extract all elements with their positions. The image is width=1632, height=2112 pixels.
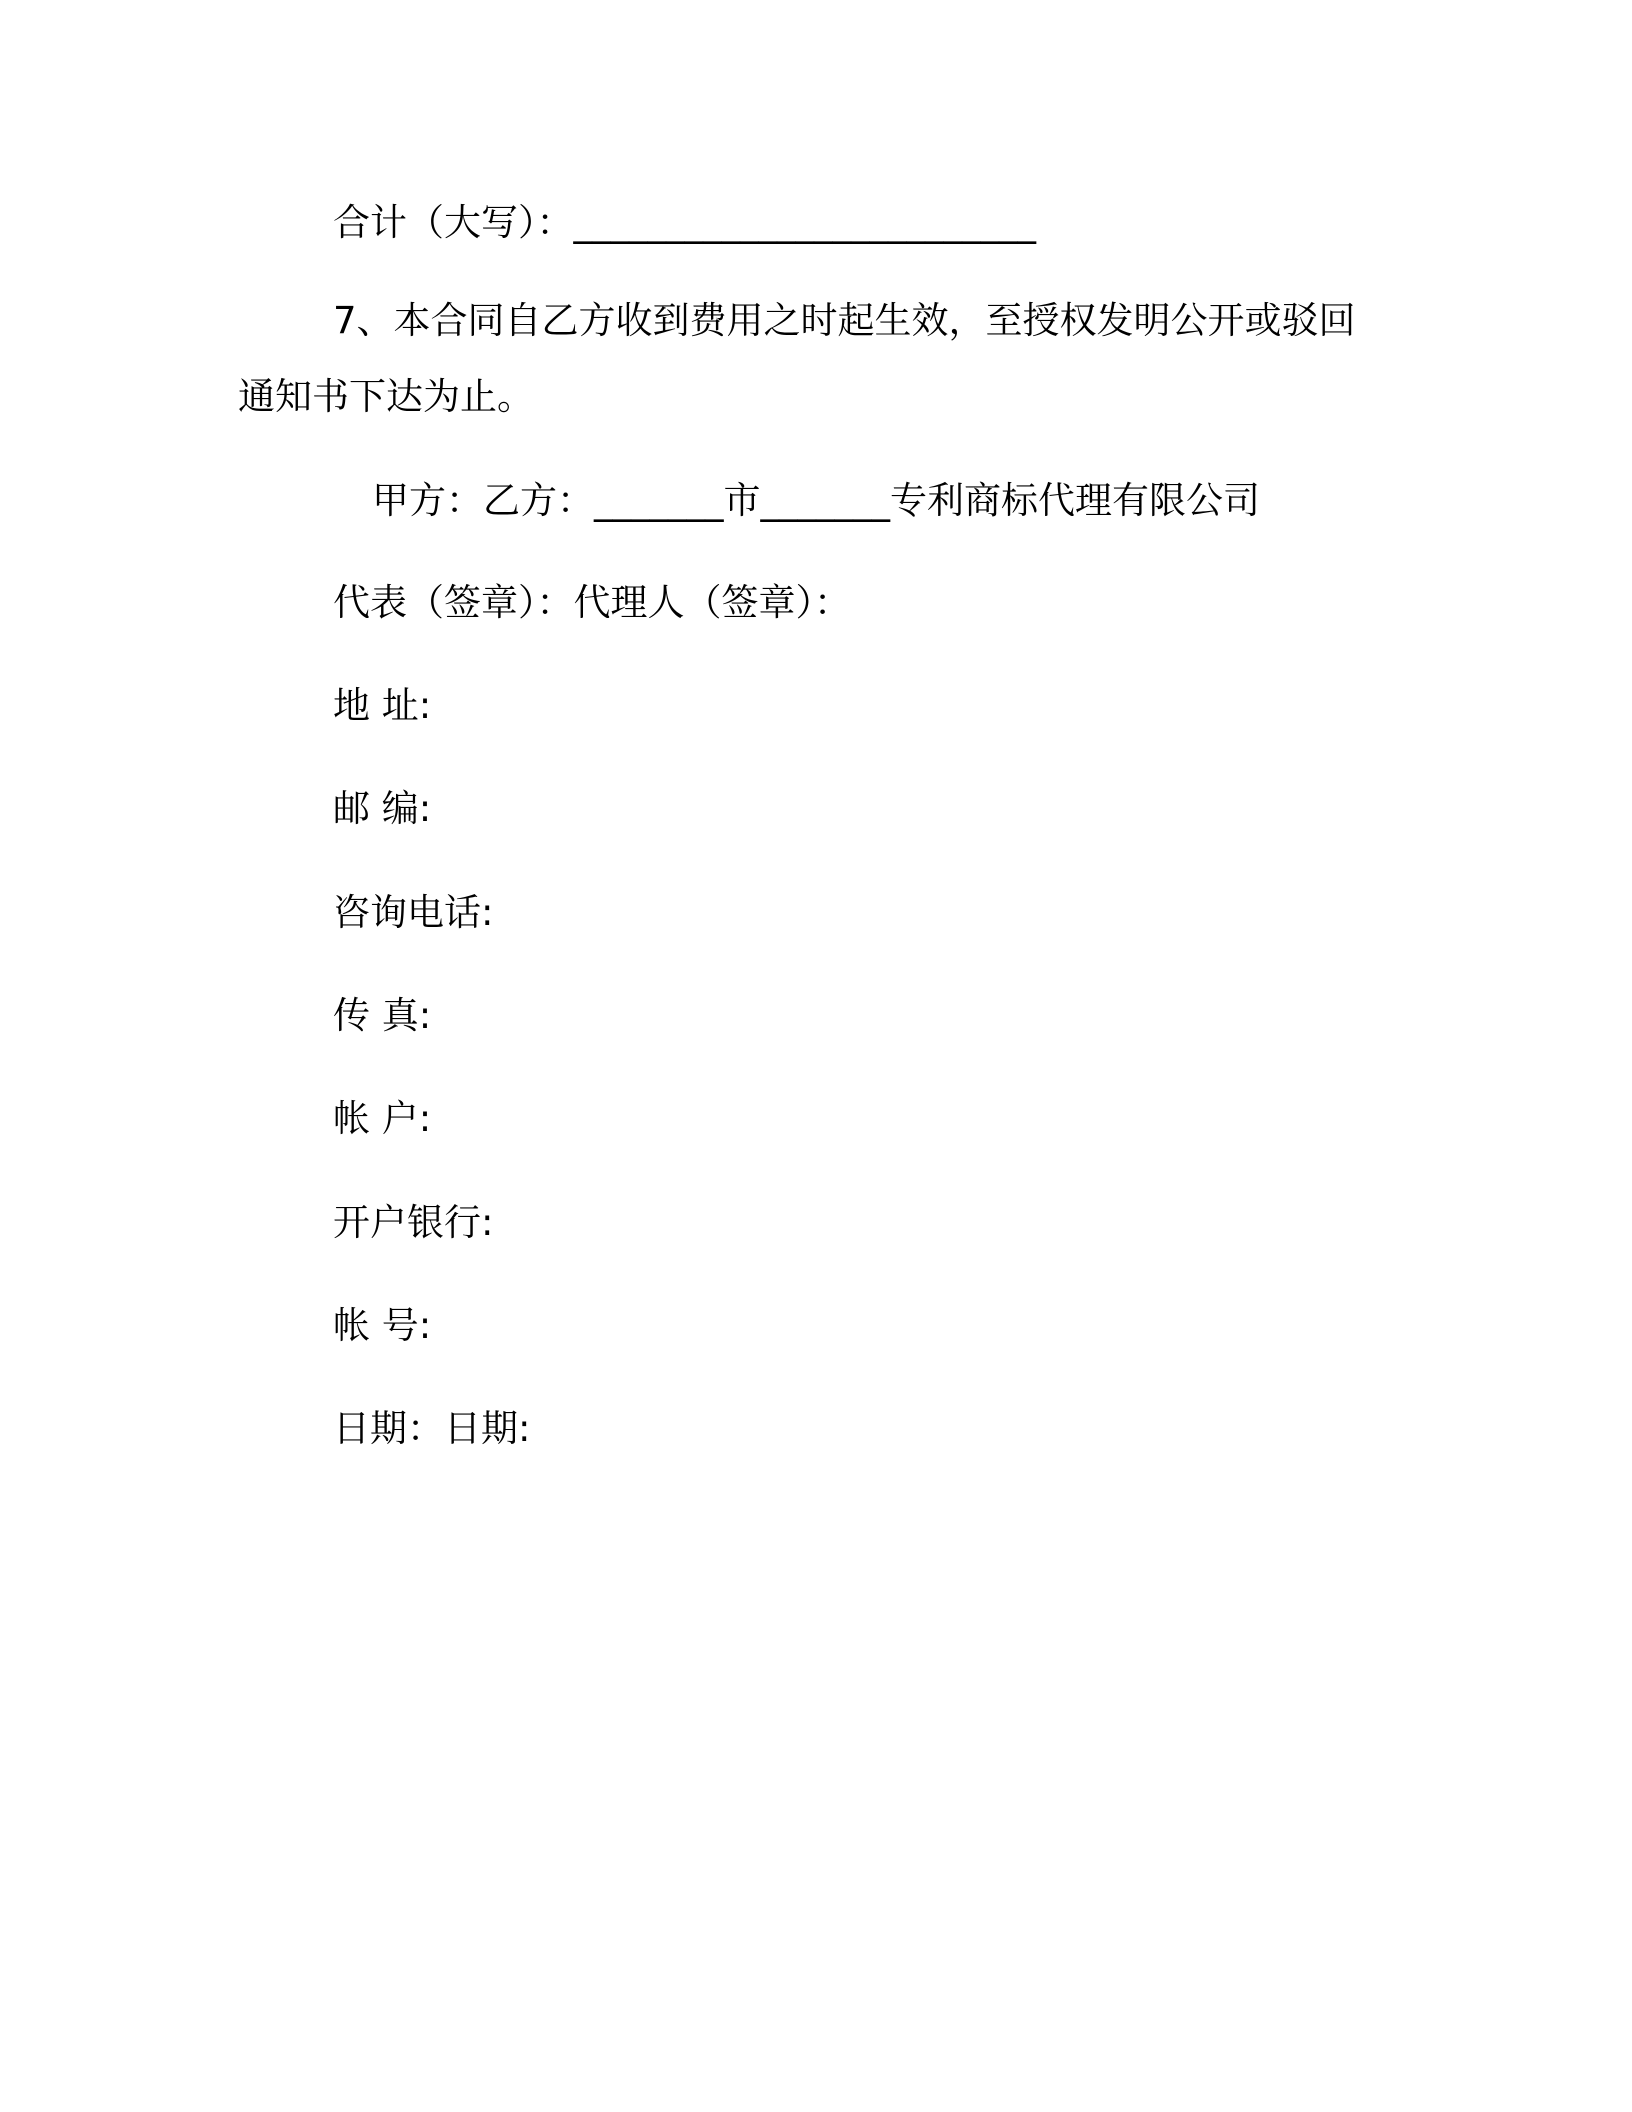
date-line: 日期：日期:	[333, 1407, 531, 1450]
postcode-label: 邮 编:	[333, 787, 432, 830]
clause-7-line-2: 通知书下达为止。	[238, 375, 534, 418]
phone-label: 咨询电话:	[333, 891, 494, 934]
account-number-label: 帐 号:	[333, 1304, 432, 1347]
address-label: 地 址:	[333, 684, 432, 727]
representative-signature-line: 代表（签章）：代理人（签章）：	[333, 581, 851, 624]
clause-7-line-1: 7、本合同自乙方收到费用之时起生效，至授权发明公开或驳回	[333, 299, 1356, 342]
total-amount-line: 合计（大写）：_________________________	[333, 201, 1036, 244]
parties-line: 甲方：乙方：_______市_______专利商标代理有限公司	[372, 479, 1260, 522]
account-holder-label: 帐 户:	[333, 1097, 432, 1140]
fax-label: 传 真:	[333, 994, 432, 1037]
bank-label: 开户银行:	[333, 1201, 494, 1244]
